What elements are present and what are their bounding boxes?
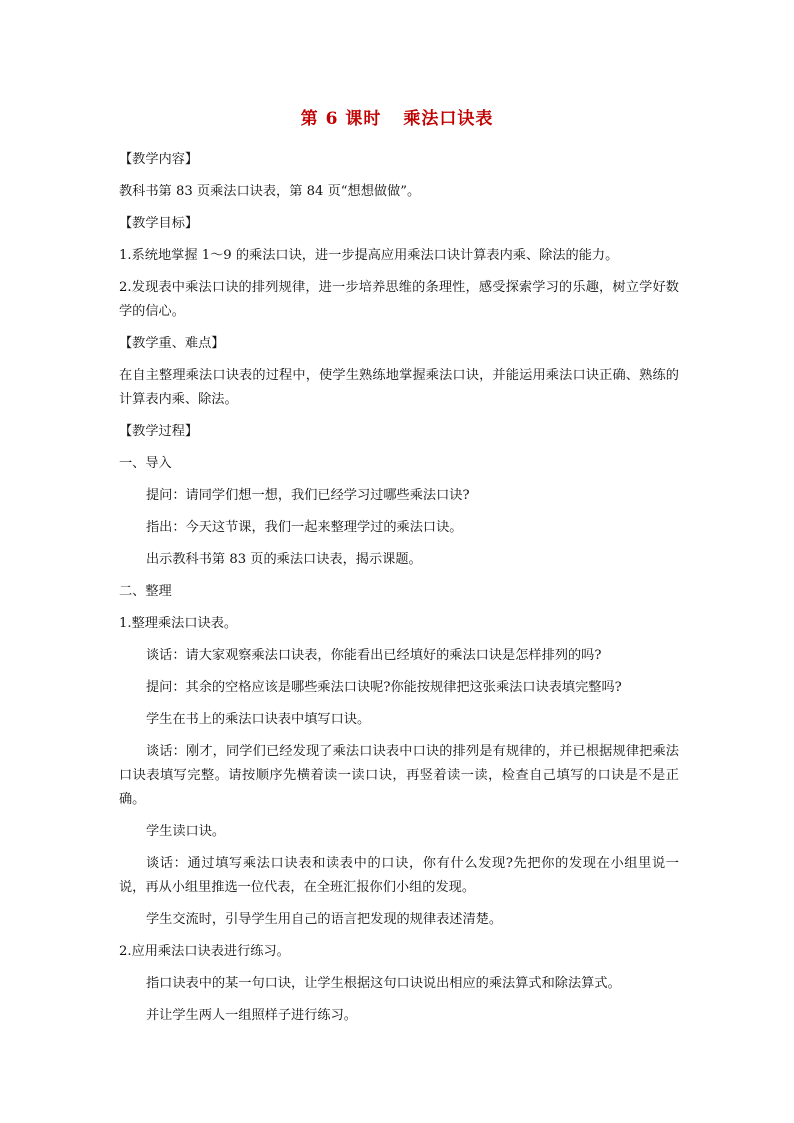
step2-line1: 指口诀表中的某一句口诀，让学生根据这句口诀说出相应的乘法算式和除法算式。 [146, 976, 621, 991]
content-heading: 【教学内容】 [119, 152, 199, 167]
goal-1: 1.系统地掌握 1～9 的乘法口诀，进一步提高应用乘法口诀计算表内乘、除法的能力。 [119, 248, 619, 263]
step1-line4: 谈话：刚才，同学们已经发现了乘法口诀表中口诀的排列是有规律的，并已根据规律把乘法口诀表填写完整。请按顺序先横着读一读口诀，再竖着读一读，检查自己填写的口诀是不是正确。 [119, 744, 679, 807]
step1-line1: 谈话：请大家观察乘法口诀表，你能看出已经填好的乘法口诀是怎样排列的吗? [146, 648, 602, 663]
key-text: 在自主整理乘法口诀表的过程中，使学生熟练地掌握乘法口诀，并能运用乘法口诀正确、熟练的计算表内乘、除法。 [119, 368, 679, 407]
lesson-body [119, 148, 679, 1036]
step2-line2: 并让学生两人一组照样子进行练习。 [146, 1008, 357, 1023]
part1-line1: 提问：请同学们想一想，我们已经学习过哪些乘法口诀? [146, 488, 470, 503]
page-title [0, 104, 794, 129]
goals-heading: 【教学目标】 [119, 216, 199, 231]
part1-line3: 出示教科书第 83 页的乘法口诀表，揭示课题。 [146, 552, 422, 567]
key-heading: 【教学重、难点】 [119, 336, 225, 351]
step1-line6: 谈话：通过填写乘法口诀表和读表中的口诀，你有什么发现?先把你的发现在小组里说一说，再从小组里推选一位代表，在全班汇报你们小组的发现。 [119, 856, 679, 895]
step1-line2: 提问：其余的空格应该是哪些乘法口诀呢?你能按规律把这张乘法口诀表填完整吗? [146, 680, 622, 695]
content-text: 教科书第 83 页乘法口诀表，第 84 页“想想做做”。 [119, 184, 421, 199]
part2-heading: 二、整理 [119, 584, 172, 599]
goal-2: 2.发现表中乘法口诀的排列规律，进一步培养思维的条理性，感受探索学习的乐趣，树立学好数学的信心。 [119, 280, 679, 319]
step1-line7: 学生交流时，引导学生用自己的语言把发现的规律表述清楚。 [146, 912, 503, 927]
step2-heading: 2.应用乘法口诀表进行练习。 [119, 944, 290, 959]
part1-line2: 指出：今天这节课，我们一起来整理学过的乘法口诀。 [146, 520, 463, 535]
step1-line3: 学生在书上的乘法口诀表中填写口诀。 [146, 712, 371, 727]
step1-heading: 1.整理乘法口诀表。 [119, 616, 238, 631]
step1-line5: 学生读口诀。 [146, 824, 226, 839]
lesson-name: 乘法口诀表 [403, 109, 494, 129]
process-heading: 【教学过程】 [119, 424, 199, 439]
part1-heading: 一、导入 [119, 456, 172, 471]
lesson-number: 第 6 课时 [300, 109, 382, 129]
